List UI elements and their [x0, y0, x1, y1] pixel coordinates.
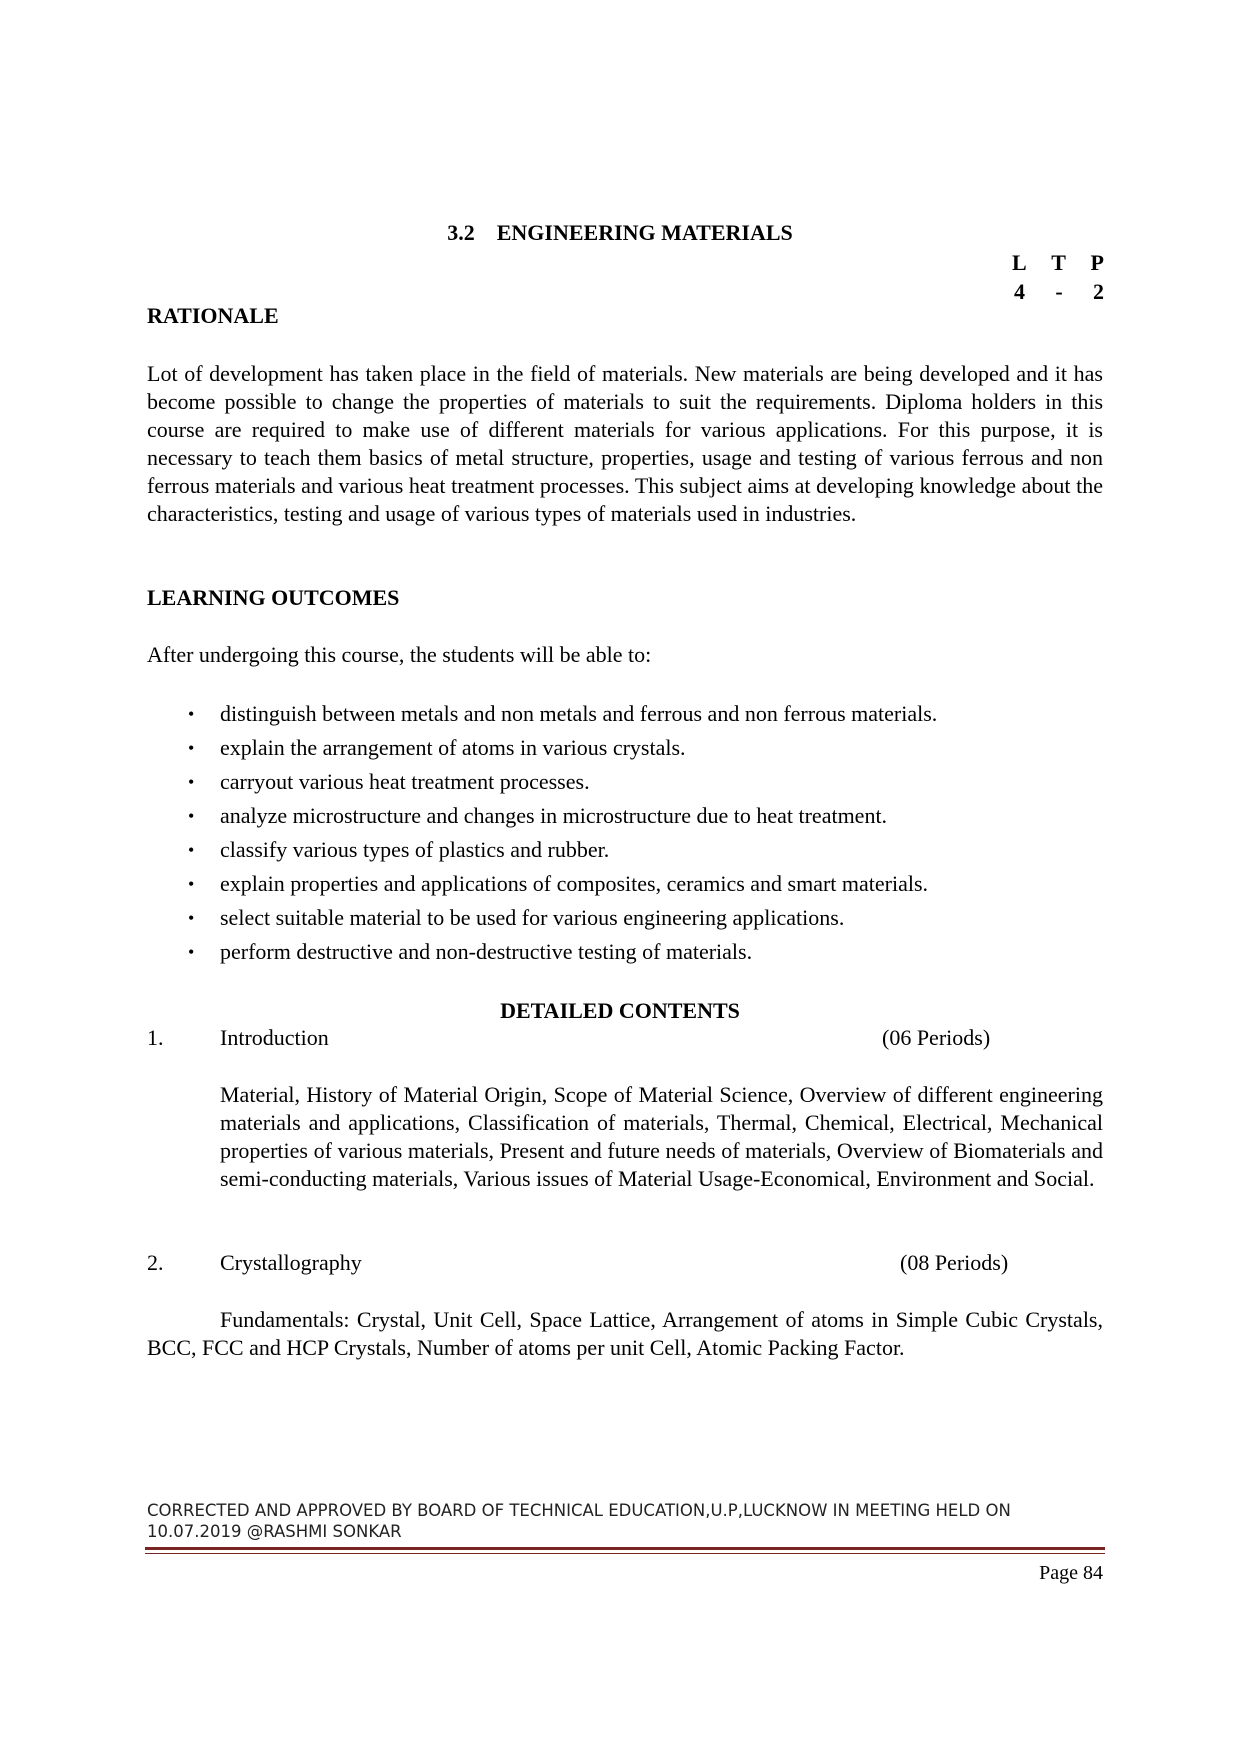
bullet: •	[188, 704, 195, 724]
course-title	[0, 220, 1240, 246]
ltp-p-label: P	[1090, 250, 1104, 275]
list-item: • select suitable material to be used for various engineering applications.	[188, 905, 845, 930]
bullet: •	[188, 942, 195, 962]
bullet: •	[188, 908, 195, 928]
unit-2-name: Crystallography	[220, 1250, 362, 1275]
bullet: •	[188, 738, 195, 758]
list-item: • classify various types of plastics and rubber.	[188, 837, 610, 862]
footer-divider	[145, 1547, 1105, 1550]
learning-outcomes-list	[147, 700, 1107, 972]
detailed-contents-heading: DETAILED CONTENTS	[500, 998, 740, 1023]
footer-divider-thin	[145, 1553, 1105, 1554]
ltp-p-value: 2	[1092, 279, 1104, 304]
learning-outcomes-heading: LEARNING OUTCOMES	[147, 585, 400, 610]
bullet: •	[188, 772, 195, 792]
list-item: • carryout various heat treatment processes.	[188, 769, 590, 794]
list-item: • distinguish between metals and non metals and ferrous and non ferrous materials.	[188, 701, 938, 726]
unit-1-body: Material, History of Material Origin, Scope of Material Science, Overview of different engineering materials and applications, Classification of materials, Thermal, Chemical, Electrical, Mechanical properties of various materials, Present and future needs of materials, Overview of Biomaterials and semi-conducting materials, Various issues of Material Usage-Economical, Environment and Social.	[220, 1082, 1103, 1191]
rationale-heading: RATIONALE	[147, 303, 279, 328]
ltp-l-label: L	[1012, 250, 1027, 275]
unit-2-periods: (08 Periods)	[900, 1250, 1009, 1275]
ltp-values	[1012, 279, 1104, 305]
unit-1-name: Introduction	[220, 1025, 329, 1050]
unit-1-periods: (06 Periods)	[882, 1025, 991, 1050]
list-item: • perform destructive and non-destructive testing of materials.	[188, 939, 753, 964]
list-item: • explain properties and applications of composites, ceramics and smart materials.	[188, 871, 929, 896]
bullet: •	[188, 874, 195, 894]
page-number: Page 84	[1039, 1562, 1103, 1584]
list-item: • analyze microstructure and changes in microstructure due to heat treatment.	[188, 803, 888, 828]
unit-2-number: 2.	[147, 1250, 164, 1275]
course-number: 3.2	[447, 220, 475, 245]
footer-approval: CORRECTED AND APPROVED BY BOARD OF TECHNICAL EDUCATION,U.P,LUCKNOW IN MEETING HELD ON 10.07.2019 @RASHMI SONKAR	[147, 1501, 1011, 1541]
bullet: •	[188, 840, 195, 860]
unit-1-number: 1.	[147, 1025, 164, 1050]
ltp-t-value: -	[1055, 279, 1063, 304]
ltp-l-value: 4	[1014, 279, 1025, 304]
ltp-header	[1012, 250, 1104, 276]
bullet: •	[188, 806, 195, 826]
ltp-t-label: T	[1051, 250, 1066, 275]
unit-2-body: Fundamentals: Crystal, Unit Cell, Space Lattice, Arrangement of atoms in Simple Cubic Crystals, BCC, FCC and HCP Crystals, Number of atoms per unit Cell, Atomic Packing Factor.	[147, 1307, 1103, 1360]
learning-outcomes-intro: After undergoing this course, the students will be able to:	[147, 642, 652, 667]
list-item: • explain the arrangement of atoms in various crystals.	[188, 735, 686, 760]
course-name: ENGINEERING MATERIALS	[496, 220, 793, 245]
rationale-text: Lot of development has taken place in the field of materials. New materials are being developed and it has become possible to change the properties of materials to suit the requirements. Diploma holders in this course are required to make use of different materials for various applications. For this purpose, it is necessary to teach them basics of metal structure, properties, usage and testing of various ferrous and non ferrous materials and various heat treatment processes. This subject aims at developing knowledge about the characteristics, testing and usage of various types of materials used in industries.	[147, 361, 1103, 526]
